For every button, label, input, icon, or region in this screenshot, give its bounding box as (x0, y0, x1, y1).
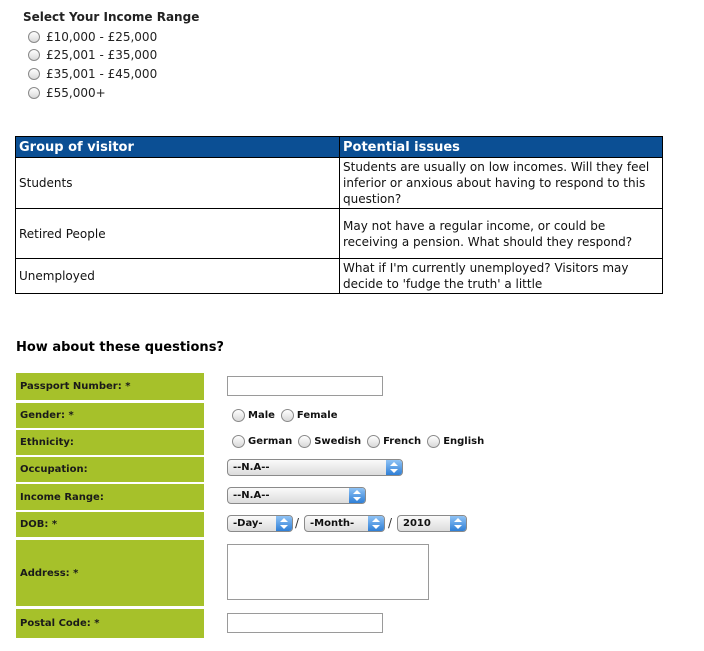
income-option-4[interactable]: £55,000+ (28, 85, 106, 101)
table-row (16, 158, 663, 209)
dob-month-select[interactable]: -Month- (304, 515, 385, 532)
radio-button[interactable] (427, 435, 440, 448)
radio-button[interactable] (232, 435, 245, 448)
ethnicity-option-english[interactable]: English (427, 435, 484, 448)
radio-button[interactable] (28, 31, 40, 43)
questions-heading: How about these questions? (16, 340, 224, 355)
address-textarea[interactable] (227, 544, 429, 600)
select-arrows-icon (368, 516, 384, 531)
dob-day-select[interactable]: -Day- (227, 515, 293, 532)
gender-label: Gender: * (16, 403, 204, 428)
visitor-issues-table (15, 136, 663, 294)
select-arrows-icon (349, 488, 365, 503)
passport-number-input[interactable] (227, 376, 383, 396)
dob-year-select[interactable]: 2010 (397, 515, 467, 532)
ethnicity-label: Ethnicity: (16, 430, 204, 455)
table-cell-issue: Students are usually on low incomes. Will they feel inferior or anxious about having to respond to this question? (340, 158, 663, 209)
table-header-group: Group of visitor (16, 137, 340, 158)
table-header-issues: Potential issues (340, 137, 663, 158)
dob-separator: / (388, 516, 393, 530)
select-arrows-icon (450, 516, 466, 531)
address-label: Address: * (16, 540, 204, 606)
radio-button[interactable] (281, 409, 294, 422)
postal-code-label: Postal Code: * (16, 609, 204, 638)
radio-button[interactable] (367, 435, 380, 448)
postal-code-input[interactable] (227, 613, 383, 633)
radio-button[interactable] (298, 435, 311, 448)
passport-label: Passport Number: * (16, 373, 204, 400)
gender-option-female[interactable]: Female (281, 409, 338, 422)
radio-button[interactable] (232, 409, 245, 422)
occupation-select[interactable]: --N.A-- (227, 459, 403, 476)
table-cell-issue: What if I'm currently unemployed? Visitors may decide to 'fudge the truth' a little (340, 259, 663, 294)
radio-button[interactable] (28, 87, 40, 99)
table-row (16, 259, 663, 294)
gender-option-male[interactable]: Male (232, 409, 275, 422)
table-cell-group: Students (16, 158, 340, 209)
income-range-label: Income Range: (16, 484, 204, 510)
ethnicity-option-swedish[interactable]: Swedish (298, 435, 361, 448)
table-header-row (16, 137, 663, 158)
select-arrows-icon (386, 460, 402, 475)
radio-button[interactable] (28, 68, 40, 80)
dob-label: DOB: * (16, 512, 204, 537)
table-cell-group: Unemployed (16, 259, 340, 294)
gender-options (232, 409, 344, 422)
table-row (16, 209, 663, 259)
income-range-title: Select Your Income Range (23, 10, 200, 24)
occupation-label: Occupation: (16, 457, 204, 482)
radio-button[interactable] (28, 49, 40, 61)
income-option-1[interactable]: £10,000 - £25,000 (28, 29, 157, 45)
select-arrows-icon (276, 516, 292, 531)
dob-separator: / (295, 516, 300, 530)
table-cell-group: Retired People (16, 209, 340, 259)
income-option-2[interactable]: £25,001 - £35,000 (28, 47, 157, 63)
income-option-3[interactable]: £35,001 - £45,000 (28, 66, 157, 82)
income-range-select[interactable]: --N.A-- (227, 487, 366, 504)
ethnicity-options (232, 435, 490, 448)
table-cell-issue: May not have a regular income, or could be receiving a pension. What should they respond? (340, 209, 663, 259)
ethnicity-option-german[interactable]: German (232, 435, 292, 448)
ethnicity-option-french[interactable]: French (367, 435, 421, 448)
